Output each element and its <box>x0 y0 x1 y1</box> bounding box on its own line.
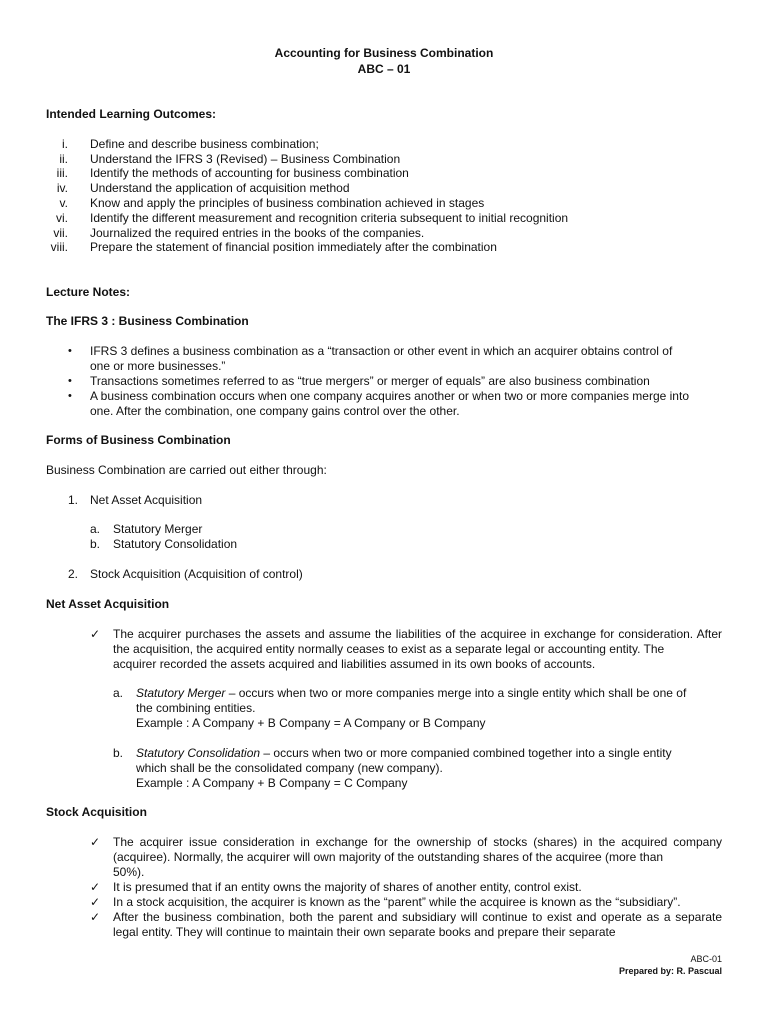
ilo-item-text: Prepare the statement of financial position immediately after the combination <box>90 240 497 254</box>
net-asset-check-1-line-1: The acquirer purchases the assets and assume the liabilities of the acquiree in exchange for consideration. <box>113 627 694 641</box>
net-asset-check-1-line-3: acquirer recorded the assets acquired and liabilities assumed in its own books of accounts. <box>113 657 596 671</box>
ifrs3-bullet-3 <box>90 389 722 419</box>
document-title: Accounting for Business Combination <box>274 46 494 60</box>
check-icon: ✓ <box>90 895 101 909</box>
ilo-heading: Intended Learning Outcomes: <box>46 107 217 121</box>
ilo-item-text: Know and apply the principles of business combination achieved in stages <box>90 196 485 210</box>
ifrs3-bullet-1 <box>90 344 722 374</box>
statutory-consolidation-def-line-1: – occurs when two or more companied combined together into a single entity <box>260 746 672 760</box>
ilo-item-num: i. <box>62 137 68 151</box>
stock-check-1-line-1: The acquirer issue consideration in exchange for the ownership of stocks (shares) in the acquired company <box>113 835 722 849</box>
footer-prepared-by: Prepared by: R. Pascual <box>618 966 722 976</box>
bullet-glyph: • <box>68 390 72 402</box>
ifrs3-bullet-1-line-1: IFRS 3 defines a business combination as a “transaction or other event in which an acquirer obtains control of <box>90 344 673 358</box>
forms-intro: Business Combination are carried out either through: <box>46 463 327 477</box>
ifrs3-heading: The IFRS 3 : Business Combination <box>46 314 249 328</box>
stock-check-1 <box>113 835 722 880</box>
statutory-consolidation-example: Example : A Company + B Company = C Company <box>136 776 408 790</box>
forms-heading: Forms of Business Combination <box>46 433 231 447</box>
statutory-merger-term: Statutory Merger <box>136 686 226 700</box>
stock-check-3: In a stock acquisition, the acquirer is known as the “parent” while the acquiree is known as the “subsidiary”. <box>113 895 681 909</box>
check-icon: ✓ <box>90 880 101 894</box>
statutory-consolidation-term: Statutory Consolidation <box>136 746 261 760</box>
net-asset-heading: Net Asset Acquisition <box>46 597 170 611</box>
ifrs3-bullet-1-line-2: one or more businesses.” <box>90 359 226 373</box>
bullet-glyph: • <box>68 375 72 387</box>
check-icon: ✓ <box>90 835 101 849</box>
forms-sub-b-num: b. <box>90 537 101 551</box>
net-asset-sub-b-num: b. <box>113 746 124 760</box>
document-code: ABC – 01 <box>357 62 411 76</box>
net-asset-check-1 <box>113 627 722 672</box>
net-asset-sub-a-num: a. <box>113 686 124 700</box>
lecture-notes-heading: Lecture Notes: <box>46 285 131 299</box>
statutory-merger-def-line-2: the combining entities. <box>136 701 256 715</box>
forms-item-1-num: 1. <box>68 493 79 507</box>
ilo-item-text: Journalized the required entries in the books of the companies. <box>90 226 425 240</box>
stock-check-1-line-2: (acquiree). Normally, the acquirer will own majority of the outstanding shares of the acquiree (more than <box>113 850 664 864</box>
check-icon: ✓ <box>90 910 101 924</box>
ilo-item-text: Understand the IFRS 3 (Revised) – Business Combination <box>90 152 401 166</box>
ilo-item-text: Identify the methods of accounting for business combination <box>90 166 409 180</box>
check-icon: ✓ <box>90 627 101 641</box>
ilo-item-num: iii. <box>56 166 68 180</box>
stock-check-2: It is presumed that if an entity owns the majority of shares of another entity, control exist. <box>113 880 582 894</box>
forms-sub-a-text: Statutory Merger <box>113 522 203 536</box>
ilo-item-num: vi. <box>56 211 68 225</box>
bullet-glyph: • <box>68 345 72 357</box>
ifrs3-bullet-3-line-1: A business combination occurs when one company acquires another or when two or more companies merge into <box>90 389 689 403</box>
forms-item-1-text: Net Asset Acquisition <box>90 493 203 507</box>
stock-check-4 <box>113 910 722 940</box>
ilo-item-text: Understand the application of acquisition method <box>90 181 350 195</box>
statutory-merger-example: Example : A Company + B Company = A Company or B Company <box>136 716 486 730</box>
ilo-item-num: viii. <box>50 240 68 254</box>
ifrs3-bullet-2: Transactions sometimes referred to as “true mergers” or merger of equals” are also business combination <box>90 374 650 388</box>
statutory-consolidation-def-line-2: which shall be the consolidated company (new company). <box>136 761 443 775</box>
stock-check-4-line-1: After the business combination, both the parent and subsidiary will continue to exist and operate as a <box>113 910 671 924</box>
ilo-item-text: Identify the different measurement and recognition criteria subsequent to initial recognition <box>90 211 569 225</box>
stock-check-4-line-2: separate legal entity. They will continue to maintain their own separate books and prepare their separate <box>113 910 722 939</box>
stock-check-1-line-3: 50%). <box>113 865 145 879</box>
ilo-item-text: Define and describe business combination; <box>90 137 319 151</box>
statutory-merger-def-line-1: – occurs when two or more companies merge into a single entity which shall be one of <box>225 686 687 700</box>
net-asset-sub-a <box>136 686 722 716</box>
forms-item-2-num: 2. <box>68 567 79 581</box>
net-asset-check-1-line-2: After the acquisition, the acquired entity normally ceases to exist as a separate legal or accounting entity. The <box>113 627 723 656</box>
forms-sub-b-text: Statutory Consolidation <box>113 537 238 551</box>
footer-code: ABC-01 <box>690 954 722 964</box>
ilo-item-num: v. <box>59 196 68 210</box>
stock-acquisition-heading: Stock Acquisition <box>46 805 147 819</box>
net-asset-sub-b <box>136 746 722 776</box>
ilo-item-num: ii. <box>59 152 68 166</box>
ilo-item-num: iv. <box>56 181 68 195</box>
forms-item-2-text: Stock Acquisition (Acquisition of control) <box>90 567 303 581</box>
forms-sub-a-num: a. <box>90 522 101 536</box>
ilo-item-num: vii. <box>53 226 68 240</box>
ifrs3-bullet-3-line-2: one. After the combination, one company gains control over the other. <box>90 404 460 418</box>
